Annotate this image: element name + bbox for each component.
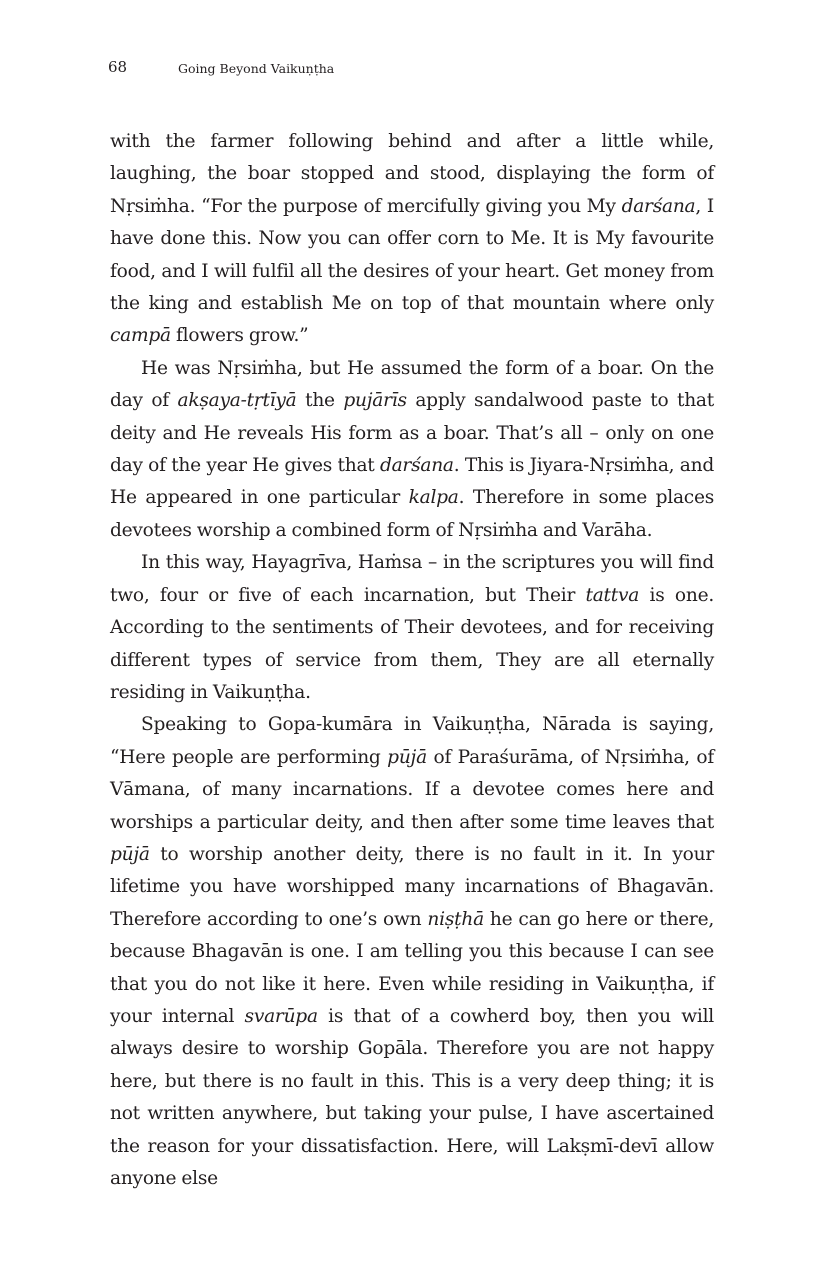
text-run: is that of a cowherd boy, then you will always desire to worship Gopāla. Therefore you are not happy here, but there is no fault in this. This is a very deep thing; it is not written anywhere, but taking your pulse, I have ascertained the reason for your dissatisfaction. Here, will Lakṣmī-devī allow anyone else: [110, 1005, 714, 1189]
text-run: apply sandalwood paste to that deity and He reveals His form as a boar. That’s all – only on one day of the year He gives that: [110, 390, 714, 477]
running-title: Going Beyond Vaikuṇṭha: [178, 61, 335, 76]
italic-term: pūjā: [110, 843, 150, 865]
text-run: . This is Jiyara-Nṛsiṁha, and He appeared in one particular: [110, 455, 714, 509]
text-run: , I have done this. Now you can offer corn to Me. It is My favourite food, and I will fulfil all the desires of your heart. Get money from the king and establish Me on top of that mountain where only: [110, 195, 714, 315]
paragraph: [110, 547, 714, 709]
page-number: 68: [108, 58, 128, 76]
text-run: with the farmer following behind and after a little while, laughing, the boar stopped and stood, displaying the form of Nṛsiṁha. “For the purpose of mercifully giving you My: [110, 131, 714, 217]
italic-term: pujārīs: [343, 390, 407, 412]
italic-term: tattva: [585, 584, 640, 606]
paragraph: [110, 126, 714, 353]
text-run: he can go here or there, because Bhagavān is one. I am telling you this because I can see that you do not like it here. Even while residing in Vaikuṇṭha, if your internal: [110, 908, 714, 1027]
text-run: to worship another deity, there is no fault in it. In your lifetime you have worshipped many incarnations of Bhagavān. Therefore according to one’s own: [110, 843, 714, 930]
paragraph: [110, 709, 714, 1195]
text-run: Speaking to Gopa-kumāra in Vaikuṇṭha, Nārada is saying, “Here people are performing: [110, 714, 714, 768]
italic-term: pūjā: [387, 746, 427, 768]
text-run: is one. According to the sentiments of Their devotees, and for receiving different types of service from them, They are all eternally residing in Vaikuṇṭha.: [110, 584, 714, 703]
italic-term: akṣaya-tṛtīyā: [177, 390, 297, 412]
page-header: [108, 58, 728, 80]
italic-term: darśana: [379, 455, 454, 477]
italic-term: campā: [110, 325, 171, 347]
text-run: of Paraśurāma, of Nṛsiṁha, of Vāmana, of many incarnations. If a devotee comes here and worships a particular deity, and then after some time leaves that: [110, 746, 714, 833]
text-run: . Therefore in some places devotees worship a combined form of Nṛsiṁha and Varāha.: [110, 487, 714, 541]
italic-term: niṣṭhā: [427, 908, 484, 930]
italic-term: svarūpa: [244, 1005, 318, 1027]
italic-term: kalpa: [408, 487, 459, 509]
text-run: the: [296, 390, 344, 412]
text-run: flowers grow.”: [170, 325, 309, 347]
text-run: He was Nṛsiṁha, but He assumed the form of a boar. On the day of: [110, 357, 714, 412]
paragraph: [110, 353, 714, 547]
italic-term: darśana: [621, 195, 696, 217]
body-text: [110, 126, 714, 1195]
text-run: In this way, Hayagrīva, Haṁsa – in the scriptures you will find two, four or five of each incarnation, but Their: [110, 552, 714, 606]
